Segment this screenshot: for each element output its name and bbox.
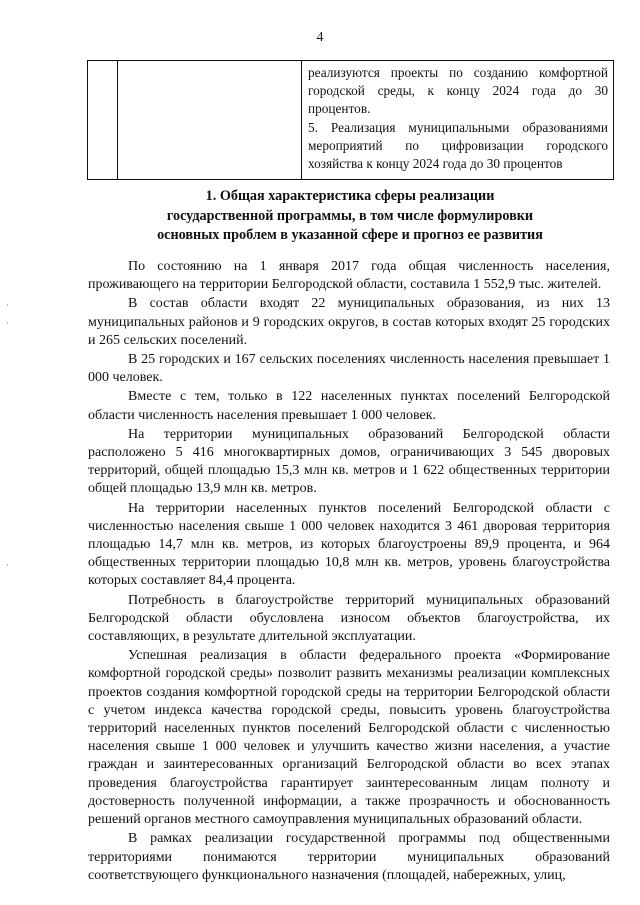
- paragraph: Вместе с тем, только в 122 населенных пунктах поселений Белгородской области численность населения превышает 1 000 человек.: [88, 389, 610, 423]
- section-heading: [90, 187, 610, 246]
- paragraph: В состав области входят 22 муниципальных образования, из них 13 муниципальных районов и 9 городских округов, в состав которых входят 25 городских и 265 сельских поселений.: [88, 296, 610, 348]
- continuation-table: [87, 60, 614, 180]
- paragraph: Потребность в благоустройстве территорий муниципальных образований Белгородской области обусловлена износом объектов благоустройства, их составляющих, в результате длительной эксплуатации.: [88, 592, 610, 645]
- page-number: 4: [316, 30, 324, 45]
- table-cell-number: [88, 61, 118, 180]
- heading-line: основных проблем в указанной сфере и прогноз ее развития: [157, 227, 543, 243]
- table-cell-name: [118, 61, 302, 180]
- margin-mark: ·: [6, 560, 9, 570]
- paragraph: На территории муниципальных образований Белгородской области расположено 5 416 многоквартирных домов, ограничивающих 3 545 дворовых территорий, общей площадью 15,3 млн кв. метров и 1 622 общественных территории общей площадью 13,9 млн кв. метров.: [88, 426, 610, 497]
- margin-mark: ·: [6, 300, 9, 310]
- section-body: [88, 258, 610, 886]
- paragraph: По состоянию на 1 января 2017 года общая численность населения, проживающего на территории Белгородской области, составила 1 552,9 тыс. жителей.: [88, 259, 610, 293]
- table-cell-text: реализуются проекты по созданию комфортной городской среды, к концу 2024 года до 30 процентов.: [308, 65, 608, 117]
- table-cell-results: [302, 61, 614, 180]
- paragraph: В 25 городских и 167 сельских поселениях численность населения превышает 1 000 человек.: [88, 352, 610, 386]
- paragraph: В рамках реализации государственной программы под общественными территориями понимаются территории муниципальных образований соответствующего функционального назначения (площадей, набережных, улиц,: [88, 831, 610, 883]
- paragraph: Успешная реализация в области федерального проекта «Формирование комфортной городской среды» позволит развить механизмы реализации комплексных проектов создания комфортной городской среды на территории Белгородской области с учетом индекса качества городской среды, повысить уровень благоустройства территорий населенных пунктов поселений Белгородской области с численностью населения свыше 1 000 человек и улучшить качество жизни населения, а участие граждан и заинтересованных организаций Белгородской области во всех этапах проведения благоустройства гарантирует заинтересованным лицам полноту и достоверность полученной информации, а также прозрачность и обоснованность решений органов местного самоуправления муниципальных образований области.: [88, 648, 610, 828]
- paragraph: На территории населенных пунктов поселений Белгородской области с численностью населения свыше 1 000 человек находится 3 461 дворовая территория площадью 14,7 млн кв. метров, из которых благоустроены 89,9 процента, и 964 общественных территории площадью 10,8 млн кв. метров, уровень благоустройства которых составляет 84,4 процента.: [88, 500, 610, 589]
- table-row: [88, 61, 614, 180]
- heading-line: 1. Общая характеристика сферы реализации: [205, 188, 495, 204]
- table-cell-text: 5. Реализация муниципальными образованиями мероприятий по цифровизации городского хозяйства к концу 2024 года до 30 процентов: [308, 119, 608, 172]
- margin-mark: ·: [6, 318, 9, 328]
- heading-line: государственной программы, в том числе формулировки: [166, 207, 534, 224]
